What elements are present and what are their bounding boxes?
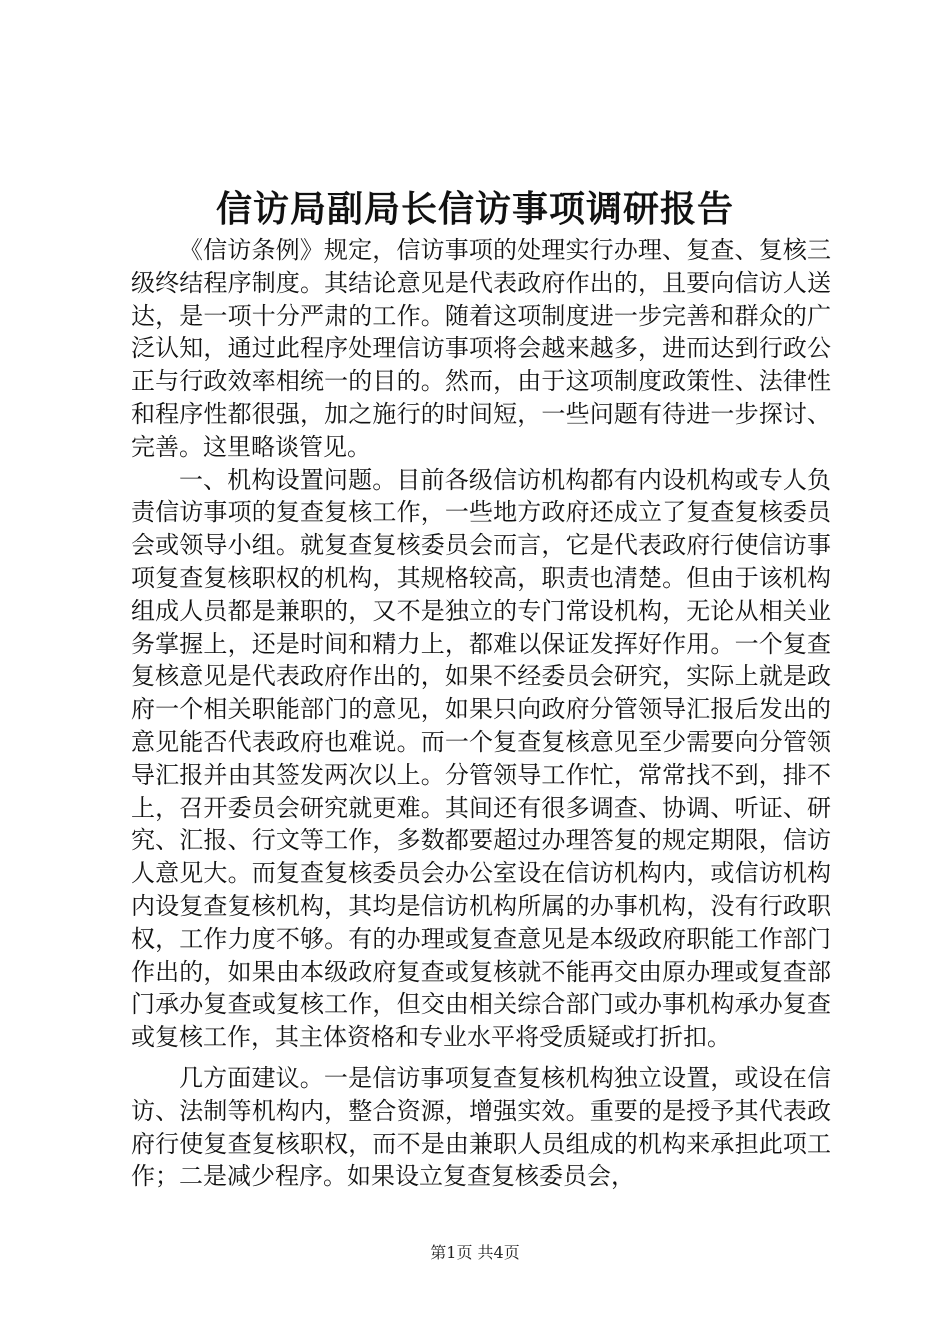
paragraph-institution-setup: 一、机构设置问题。目前各级信访机构都有内设机构或专人负责信访事项的复查复核工作，一些地方政府还成立了复查复核委员会或领导小组。就复查复核委员会而言，它是代表政府行使信访事项复查复核职权的机构，其规格较高，职责也清楚。但由于该机构组成人员都是兼职的，又不是独立的专门常设机构，无论从相关业务掌握上，还是时间和精力上，都难以保证发挥好作用。一个复查复核意见是代表政府作出的，如果不经委员会研究，实际上就是政府一个相关职能部门的意见，如果只向政府分管领导汇报后发出的意见能否代表政府也难说。而一个复查复核意见至少需要向分管领导汇报并由其签发两次以上。分管领导工作忙，常常找不到，排不上，召开委员会研究就更难。其间还有很多调查、协调、听证、研究、汇报、行文等工作，多数都要超过办理答复的规定期限，信访人意见大。而复查复核委员会办公室设在信访机构内，或信访机构内设复查复核机构，其均是信访机构所属的办事机构，没有行政职权，工作力度不够。有的办理或复查意见是本级政府职能工作部门作出的，如果由本级政府复查或复核就不能再交由原办理或复查部门承办复查或复核工作，但交由相关综合部门或办事机构承办复查或复核工作，其主体资格和专业水平将受质疑或打折扣。 (131, 465, 831, 1052)
document-body (131, 234, 831, 1193)
page-number-footer: 第1页 共4页 (430, 1243, 520, 1262)
document-title: 信访局副局长信访事项调研报告 (215, 188, 734, 230)
paragraph-intro: 《信访条例》规定，信访事项的处理实行办理、复查、复核三级终结程序制度。其结论意见是代表政府作出的，且要向信访人送达，是一项十分严肃的工作。随着这项制度进一步完善和群众的广泛认知，通过此程序处理信访事项将会越来越多，进而达到行政公正与行政效率相统一的目的。然而，由于这项制度政策性、法律性和程序性都很强，加之施行的时间短，一些问题有待进一步探讨、完善。这里略谈管见。 (131, 236, 831, 461)
paragraph-suggestions: 几方面建议。一是信访事项复查复核机构独立设置，或设在信访、法制等机构内，整合资源，增强实效。重要的是授予其代表政府行使复查复核职权，而不是由兼职人员组成的机构来承担此项工作；二是减少程序。如果设立复查复核委员会， (131, 1063, 831, 1191)
